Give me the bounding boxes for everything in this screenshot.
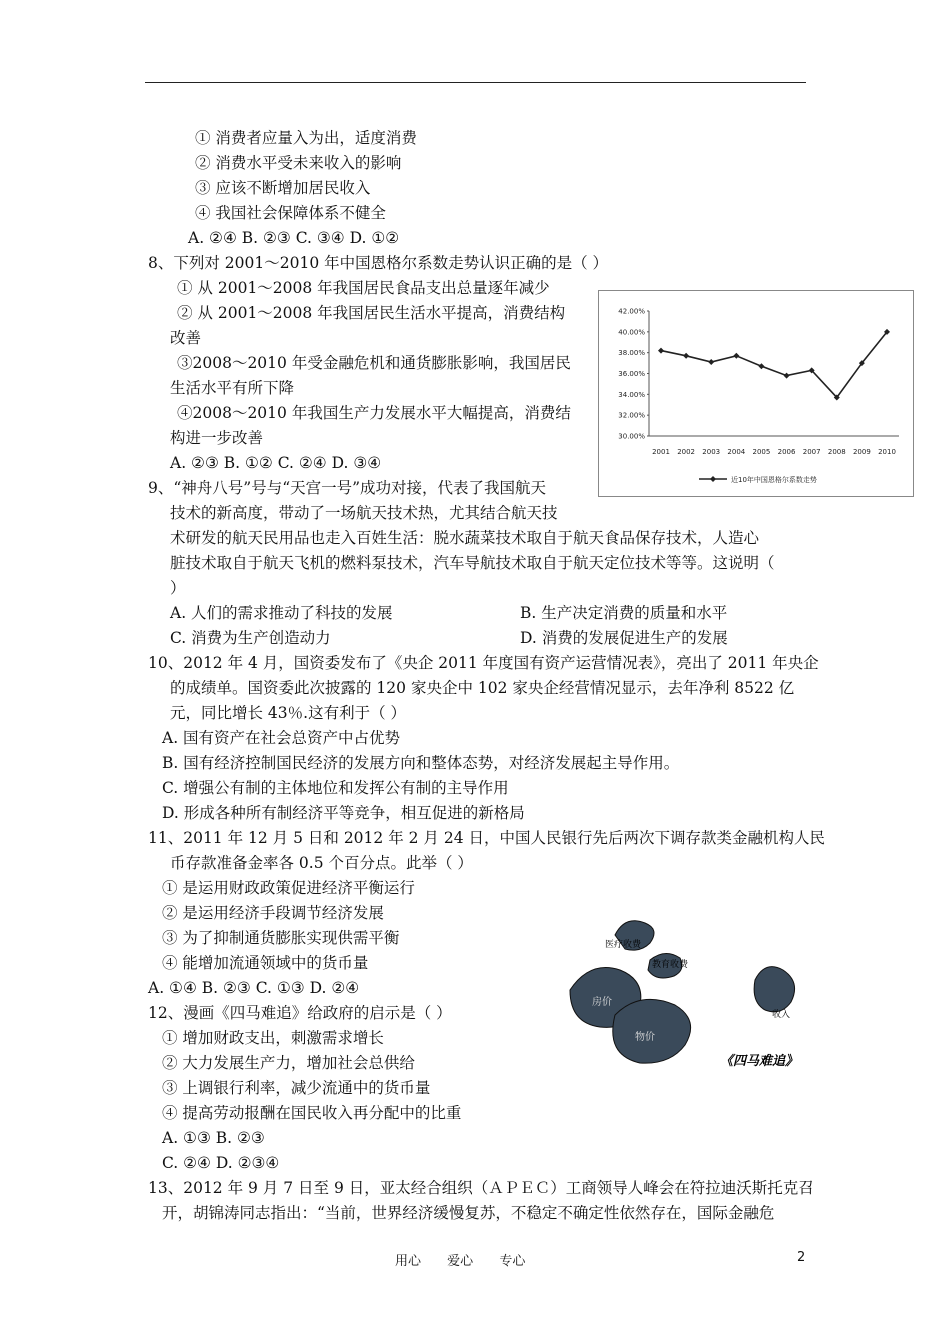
page-number: 2 <box>797 1250 806 1265</box>
text-line: ③ 上调银行利率，减少流通中的货币量 <box>162 1079 431 1097</box>
text-line: A. ②③ B. ①② C. ②④ D. ③④ <box>170 454 382 472</box>
data-point <box>733 353 739 359</box>
x-tick-label: 2001 <box>652 448 670 456</box>
horse-body-3 <box>754 967 794 1012</box>
text-line: 技术的新高度，带动了一场航天技术热，尤其结合航天技 <box>170 504 558 522</box>
text-line: D. 形成各种所有制经济平等竞争，相互促进的新格局 <box>162 804 525 822</box>
label-education: 教育收费 <box>652 960 689 970</box>
text-line: A. ①③ B. ②③ <box>162 1129 265 1147</box>
text-line: 11、2011 年 12 月 5 日和 2012 年 2 月 24 日，中国人民银行先后两次下调存款类金融机构人民 <box>148 829 825 847</box>
text-line: B. 生产决定消费的质量和水平 <box>520 604 728 622</box>
text-line: ② 大力发展生产力，增加社会总供给 <box>162 1054 415 1072</box>
x-tick-label: 2003 <box>702 448 721 456</box>
data-point <box>683 353 689 359</box>
text-line: 10、2012 年 4 月，国资委发布了《央企 2011 年度国有资产运营情况表》，亮出了 2011 年央企 <box>148 654 819 672</box>
text-line: 币存款准备金率各 0.5 个百分点。此举（ ） <box>170 854 473 872</box>
text-line: 13、2012 年 9 月 7 日至 9 日，亚太经合组织（ＡＰＥＣ）工商领导人峰会在符拉迪沃斯托克召 <box>148 1179 814 1197</box>
text-line: ③2008～2010 年受金融危机和通货膨胀影响，我国居民 <box>177 354 571 372</box>
text-line: ） <box>170 579 186 597</box>
text-line: A. ②④ B. ②③ C. ③④ D. ①② <box>188 229 400 247</box>
text-line: 构进一步改善 <box>170 429 264 447</box>
cartoon-drawing <box>560 905 825 1075</box>
text-line: A. 国有资产在社会总资产中占优势 <box>162 729 401 747</box>
text-line: 9、“神舟八号”号与“天宫一号”成功对接，代表了我国航天 <box>148 479 547 497</box>
four-horses-cartoon <box>560 905 825 1075</box>
y-tick-label: 40.00% <box>618 328 645 337</box>
text-line: ③ 为了抑制通货膨胀实现供需平衡 <box>162 929 400 947</box>
x-tick-label: 2004 <box>727 448 746 456</box>
text-line: ① 消费者应量入为出，适度消费 <box>195 129 417 147</box>
x-tick-label: 2006 <box>777 448 796 456</box>
y-tick-label: 38.00% <box>618 349 645 358</box>
text-line: 脏技术取自于航天飞机的燃料泵技术，汽车导航技术取自于航天定位技术等等。这说明（ <box>170 554 775 572</box>
text-line: 开，胡锦涛同志指出：“当前，世界经济缓慢复苏，不稳定不确定性依然存在，国际金融危 <box>162 1204 775 1222</box>
text-line: A. ①④ B. ②③ C. ①③ D. ②④ <box>148 979 360 997</box>
label-income: 收入 <box>772 1010 791 1020</box>
text-line: 改善 <box>170 329 202 347</box>
x-tick-label: 2007 <box>802 448 821 456</box>
footer-word-1: 用心 <box>395 1254 422 1269</box>
text-line: ④ 我国社会保障体系不健全 <box>195 204 386 222</box>
text-line: ① 是运用财政政策促进经济平衡运行 <box>162 879 415 897</box>
text-line: 的成绩单。国资委此次披露的 120 家央企中 102 家央企经营情况显示，去年净利 8522 亿 <box>170 679 795 697</box>
data-point <box>708 359 714 365</box>
data-point <box>758 363 764 369</box>
text-line: ④ 提高劳动报酬在国民收入再分配中的比重 <box>162 1104 462 1122</box>
text-line: 12、漫画《四马难追》给政府的启示是（ ） <box>148 1004 452 1022</box>
text-line: ① 增加财政支出，刺激需求增长 <box>162 1029 384 1047</box>
data-point <box>658 348 664 354</box>
x-tick-label: 2002 <box>677 448 696 456</box>
text-line: B. 国有经济控制国民经济的发展方向和整体态势，对经济发展起主导作用。 <box>162 754 680 772</box>
y-tick-label: 34.00% <box>618 390 645 399</box>
text-line: 元，同比增长 43％.这有利于（ ） <box>170 704 407 722</box>
y-tick-label: 42.00% <box>618 307 645 316</box>
text-line: C. 增强公有制的主体地位和发挥公有制的主导作用 <box>162 779 509 797</box>
text-line: 生活水平有所下降 <box>170 379 295 397</box>
text-line: C. ②④ D. ②③④ <box>162 1154 280 1172</box>
legend-marker <box>710 476 716 482</box>
x-tick-label: 2009 <box>852 448 871 456</box>
data-point <box>784 373 790 379</box>
text-line: ③ 应该不断增加居民收入 <box>195 179 371 197</box>
y-tick-label: 36.00% <box>618 370 645 378</box>
x-tick-label: 2010 <box>878 448 896 456</box>
header-rule <box>145 82 806 83</box>
text-line: A. 人们的需求推动了科技的发展 <box>170 604 393 622</box>
text-line: ② 是运用经济手段调节经济发展 <box>162 904 384 922</box>
text-line: ② 从 2001～2008 年我国居民生活水平提高，消费结构 <box>177 304 566 322</box>
x-tick-label: 2005 <box>752 448 771 456</box>
y-tick-label: 32.00% <box>618 411 645 420</box>
text-line: ② 消费水平受未来收入的影响 <box>195 154 402 172</box>
label-prices: 物价 <box>635 1032 655 1043</box>
page-footer <box>395 1250 547 1269</box>
text-line: D. 消费的发展促进生产的发展 <box>520 629 728 647</box>
engel-chart-svg <box>599 291 913 496</box>
legend-label: 近10年中国恩格尔系数走势 <box>731 476 817 484</box>
text-line: ④2008～2010 年我国生产力发展水平大幅提高，消费结 <box>177 404 571 422</box>
label-housing: 房价 <box>592 997 612 1008</box>
y-tick-label: 30.00% <box>618 432 645 441</box>
text-line: ④ 能增加流通领域中的货币量 <box>162 954 369 972</box>
engel-chart <box>598 290 914 497</box>
text-line: ① 从 2001～2008 年我国居民食品支出总量逐年减少 <box>177 279 550 297</box>
series-line <box>661 332 887 398</box>
footer-word-3: 专心 <box>499 1254 526 1269</box>
text-line: 8、下列对 2001～2010 年中国恩格尔系数走势认识正确的是（ ） <box>148 254 609 272</box>
x-tick-label: 2008 <box>827 448 846 456</box>
cartoon-caption: 《四马难追》 <box>720 1054 799 1069</box>
text-line: C. 消费为生产创造动力 <box>170 629 331 647</box>
text-line: 术研发的航天民用品也走入百姓生活：脱水蔬菜技术取自于航天食品保存技术，人造心 <box>170 529 760 547</box>
label-medical: 医疗收费 <box>605 940 642 950</box>
footer-word-2: 爱心 <box>447 1254 474 1269</box>
